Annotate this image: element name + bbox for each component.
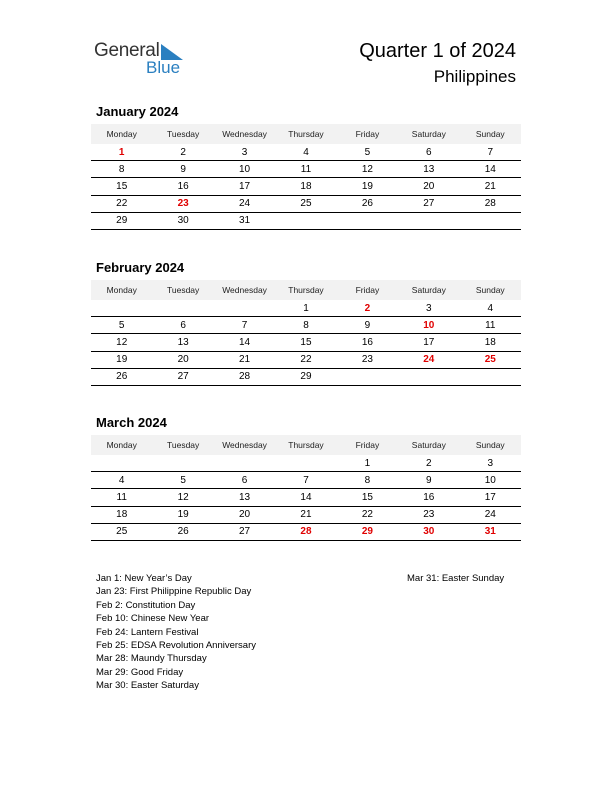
day-cell: 11 [91, 489, 152, 506]
week-row [91, 317, 521, 334]
weekday-header: Thursday [275, 435, 336, 455]
calendar-table [91, 280, 521, 386]
day-cell: 5 [152, 472, 213, 489]
week-row [91, 212, 521, 229]
week-row [91, 523, 521, 540]
day-cell: 21 [275, 506, 336, 523]
holiday-entry: Feb 24: Lantern Festival [96, 626, 199, 638]
day-cell: 13 [152, 334, 213, 351]
day-cell: 24 [214, 195, 275, 212]
empty-day-cell [460, 368, 521, 385]
month-title: March 2024 [96, 415, 167, 430]
weekday-header: Monday [91, 124, 152, 144]
weekday-header: Tuesday [152, 280, 213, 300]
holiday-entry: Mar 29: Good Friday [96, 666, 184, 678]
day-cell: 26 [91, 368, 152, 385]
day-cell: 6 [214, 472, 275, 489]
weekday-header-row [91, 280, 521, 300]
holiday-entry: Feb 10: Chinese New Year [96, 613, 210, 625]
empty-day-cell [152, 455, 213, 472]
day-cell: 7 [214, 317, 275, 334]
day-cell: 6 [398, 144, 459, 161]
day-cell: 8 [337, 472, 398, 489]
holiday-list-right [407, 572, 504, 585]
day-cell: 26 [337, 195, 398, 212]
weekday-header: Friday [337, 124, 398, 144]
weekday-header: Sunday [460, 280, 521, 300]
weekday-header: Thursday [275, 280, 336, 300]
week-row [91, 489, 521, 506]
weekday-header: Saturday [398, 435, 459, 455]
day-cell: 5 [337, 144, 398, 161]
calendar-table [91, 435, 521, 541]
day-cell: 4 [91, 472, 152, 489]
logo-text-blue: Blue [146, 58, 181, 77]
day-cell: 23 [152, 195, 213, 212]
day-cell: 14 [275, 489, 336, 506]
week-row [91, 506, 521, 523]
day-cell: 11 [275, 161, 336, 178]
holiday-entry: Feb 2: Constitution Day [96, 599, 196, 611]
day-cell: 23 [398, 506, 459, 523]
month-january [91, 104, 521, 230]
day-cell: 28 [275, 523, 336, 540]
day-cell: 17 [460, 489, 521, 506]
day-cell: 18 [275, 178, 336, 195]
empty-day-cell [337, 212, 398, 229]
quarter-title: Quarter 1 of 2024 [359, 40, 516, 62]
day-cell: 11 [460, 317, 521, 334]
empty-day-cell [275, 212, 336, 229]
weekday-header: Saturday [398, 280, 459, 300]
day-cell: 20 [152, 351, 213, 368]
day-cell: 19 [91, 351, 152, 368]
day-cell: 20 [214, 506, 275, 523]
month-title: February 2024 [96, 260, 185, 275]
day-cell: 28 [214, 368, 275, 385]
holiday-entry: Feb 25: EDSA Revolution Anniversary [96, 640, 257, 652]
day-cell: 9 [398, 472, 459, 489]
day-cell: 18 [91, 506, 152, 523]
day-cell: 30 [152, 212, 213, 229]
day-cell: 16 [337, 334, 398, 351]
empty-day-cell [398, 368, 459, 385]
day-cell: 23 [337, 351, 398, 368]
day-cell: 21 [460, 178, 521, 195]
day-cell: 2 [398, 455, 459, 472]
generalblue-logo [94, 40, 194, 80]
day-cell: 10 [398, 317, 459, 334]
day-cell: 18 [460, 334, 521, 351]
month-title: January 2024 [96, 104, 179, 119]
day-cell: 19 [152, 506, 213, 523]
day-cell: 27 [398, 195, 459, 212]
day-cell: 14 [214, 334, 275, 351]
day-cell: 12 [152, 489, 213, 506]
month-february [91, 260, 521, 386]
weekday-header: Sunday [460, 124, 521, 144]
week-row [91, 178, 521, 195]
day-cell: 8 [275, 317, 336, 334]
empty-day-cell [460, 212, 521, 229]
day-cell: 1 [337, 455, 398, 472]
day-cell: 9 [152, 161, 213, 178]
day-cell: 21 [214, 351, 275, 368]
day-cell: 29 [275, 368, 336, 385]
weekday-header: Monday [91, 280, 152, 300]
day-cell: 27 [152, 368, 213, 385]
day-cell: 10 [460, 472, 521, 489]
day-cell: 4 [460, 300, 521, 317]
day-cell: 3 [460, 455, 521, 472]
day-cell: 26 [152, 523, 213, 540]
day-cell: 15 [337, 489, 398, 506]
week-row [91, 455, 521, 472]
day-cell: 16 [398, 489, 459, 506]
day-cell: 7 [460, 144, 521, 161]
day-cell: 2 [152, 144, 213, 161]
day-cell: 13 [214, 489, 275, 506]
empty-day-cell [275, 455, 336, 472]
day-cell: 12 [337, 161, 398, 178]
weekday-header: Thursday [275, 124, 336, 144]
day-cell: 15 [275, 334, 336, 351]
weekday-header: Friday [337, 280, 398, 300]
holiday-entry: Jan 23: First Philippine Republic Day [96, 586, 252, 598]
day-cell: 13 [398, 161, 459, 178]
day-cell: 25 [275, 195, 336, 212]
day-cell: 22 [91, 195, 152, 212]
day-cell: 19 [337, 178, 398, 195]
empty-day-cell [152, 300, 213, 317]
week-row [91, 334, 521, 351]
empty-day-cell [214, 300, 275, 317]
day-cell: 15 [91, 178, 152, 195]
weekday-header-row [91, 435, 521, 455]
day-cell: 10 [214, 161, 275, 178]
day-cell: 31 [214, 212, 275, 229]
weekday-header: Friday [337, 435, 398, 455]
day-cell: 1 [275, 300, 336, 317]
day-cell: 9 [337, 317, 398, 334]
day-cell: 3 [398, 300, 459, 317]
holiday-entry: Jan 1: New Year’s Day [96, 573, 192, 584]
weekday-header: Monday [91, 435, 152, 455]
day-cell: 2 [337, 300, 398, 317]
day-cell: 5 [91, 317, 152, 334]
weekday-header: Wednesday [214, 124, 275, 144]
weekday-header: Tuesday [152, 124, 213, 144]
week-row [91, 351, 521, 368]
week-row [91, 195, 521, 212]
weekday-header: Tuesday [152, 435, 213, 455]
holiday-entry: Mar 30: Easter Saturday [96, 680, 199, 692]
holiday-list [96, 572, 256, 693]
holiday-entry: Mar 31: Easter Sunday [407, 573, 505, 584]
weekday-header: Sunday [460, 435, 521, 455]
weekday-header: Saturday [398, 124, 459, 144]
day-cell: 6 [152, 317, 213, 334]
holiday-entry: Mar 28: Maundy Thursday [96, 653, 207, 665]
day-cell: 22 [337, 506, 398, 523]
week-row [91, 368, 521, 385]
week-row [91, 300, 521, 317]
weekday-header: Wednesday [214, 435, 275, 455]
day-cell: 22 [275, 351, 336, 368]
day-cell: 17 [398, 334, 459, 351]
day-cell: 24 [398, 351, 459, 368]
logo-text-general: General [94, 40, 160, 61]
day-cell: 7 [275, 472, 336, 489]
weekday-header: Wednesday [214, 280, 275, 300]
empty-day-cell [214, 455, 275, 472]
day-cell: 16 [152, 178, 213, 195]
month-march [91, 415, 521, 541]
day-cell: 8 [91, 161, 152, 178]
day-cell: 12 [91, 334, 152, 351]
day-cell: 17 [214, 178, 275, 195]
empty-day-cell [398, 212, 459, 229]
day-cell: 24 [460, 506, 521, 523]
empty-day-cell [337, 368, 398, 385]
day-cell: 30 [398, 523, 459, 540]
day-cell: 27 [214, 523, 275, 540]
empty-day-cell [91, 455, 152, 472]
day-cell: 29 [337, 523, 398, 540]
day-cell: 25 [91, 523, 152, 540]
empty-day-cell [91, 300, 152, 317]
day-cell: 14 [460, 161, 521, 178]
calendar-table [91, 124, 521, 230]
day-cell: 1 [91, 144, 152, 161]
week-row [91, 144, 521, 161]
weekday-header-row [91, 124, 521, 144]
day-cell: 20 [398, 178, 459, 195]
day-cell: 25 [460, 351, 521, 368]
day-cell: 28 [460, 195, 521, 212]
day-cell: 4 [275, 144, 336, 161]
country-name: Philippines [433, 67, 516, 86]
week-row [91, 161, 521, 178]
week-row [91, 472, 521, 489]
day-cell: 3 [214, 144, 275, 161]
day-cell: 29 [91, 212, 152, 229]
day-cell: 31 [460, 523, 521, 540]
